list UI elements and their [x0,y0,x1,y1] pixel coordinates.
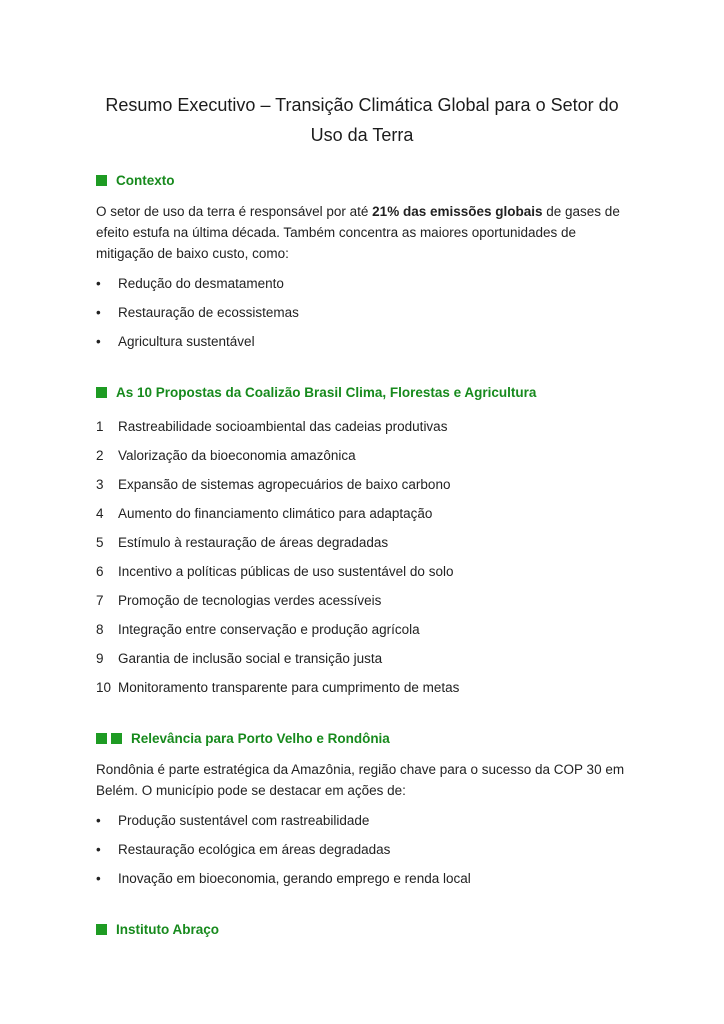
proposals-heading-label: As 10 Propostas da Coalizão Brasil Clima, Florestas e Agricultura [116,385,537,400]
list-item-label: Produção sustentável com rastreabilidade [118,813,370,828]
numbered-item [96,590,628,611]
item-number: 9 [96,651,104,666]
list-item-label: Restauração de ecossistemas [118,305,299,320]
item-label: Garantia de inclusão social e transição justa [118,651,383,666]
proposals-numbered-list [96,416,628,698]
item-number: 10 [96,680,112,695]
item-number: 1 [96,419,104,434]
institute-heading [96,919,628,940]
list-item [96,868,628,889]
item-label: Valorização da bioeconomia amazônica [118,448,356,463]
section-proposals [96,382,628,698]
relevance-paragraph: Rondônia é parte estratégica da Amazônia, região chave para o sucesso da COP 30 em Belém. O município pode se destacar em ações de: [96,762,625,798]
item-number: 7 [96,593,104,608]
item-label: Integração entre conservação e produção agrícola [118,622,420,637]
bullet-icon: • [96,305,101,320]
item-number: 3 [96,477,104,492]
numbered-item [96,445,628,466]
section-relevance [96,728,628,889]
context-heading-label: Contexto [116,173,175,188]
item-label: Rastreabilidade socioambiental das cadeias produtivas [118,419,448,434]
context-paragraph [96,201,628,264]
bullet-icon: • [96,334,101,349]
list-item [96,273,628,294]
document-title: Resumo Executivo – Transição Climática Global para o Setor do Uso da Terra [105,95,619,145]
green-square-icon [96,387,107,398]
item-number: 4 [96,506,104,521]
item-number: 2 [96,448,104,463]
item-label: Expansão de sistemas agropecuários de baixo carbono [118,477,451,492]
green-square-icon [96,175,107,186]
bullet-icon: • [96,276,101,291]
numbered-item [96,677,628,698]
green-square-icon [111,733,122,744]
section-institute [96,919,628,940]
numbered-item [96,503,628,524]
green-square-icon [96,733,107,744]
item-label: Estímulo à restauração de áreas degradadas [118,535,389,550]
relevance-bullet-list [96,810,628,889]
list-item-label: Inovação em bioeconomia, gerando emprego e renda local [118,871,471,886]
section-context [96,170,628,352]
bullet-icon: • [96,871,101,886]
relevance-heading-label: Relevância para Porto Velho e Rondônia [131,731,390,746]
institute-heading-label: Instituto Abraço [116,922,219,937]
numbered-item [96,561,628,582]
item-number: 8 [96,622,104,637]
item-label: Promoção de tecnologias verdes acessíveis [118,593,382,608]
bullet-icon: • [96,813,101,828]
numbered-item [96,474,628,495]
numbered-item [96,619,628,640]
item-label: Aumento do financiamento climático para adaptação [118,506,433,521]
item-number: 5 [96,535,104,550]
context-heading [96,170,628,191]
context-paragraph-bold: 21% das emissões globais [372,204,543,219]
list-item-label: Restauração ecológica em áreas degradadas [118,842,391,857]
numbered-item [96,532,628,553]
list-item-label: Agricultura sustentável [118,334,255,349]
list-item [96,839,628,860]
bullet-icon: • [96,842,101,857]
item-label: Monitoramento transparente para cumprimento de metas [118,680,460,695]
context-paragraph-suffix: de gases de efeito estufa na última década. Também concentra as maiores oportunidades de mitigação de baixo custo, como: [96,204,620,261]
item-label: Incentivo a políticas públicas de uso sustentável do solo [118,564,454,579]
context-bullet-list [96,273,628,352]
list-item [96,331,628,352]
item-number: 6 [96,564,104,579]
numbered-item [96,648,628,669]
list-item [96,302,628,323]
list-item [96,810,628,831]
proposals-heading [96,382,628,403]
relevance-heading [96,728,628,749]
list-item-label: Redução do desmatamento [118,276,284,291]
context-paragraph-prefix: O setor de uso da terra é responsável por até [96,204,373,219]
numbered-item [96,416,628,437]
green-square-icon [96,924,107,935]
